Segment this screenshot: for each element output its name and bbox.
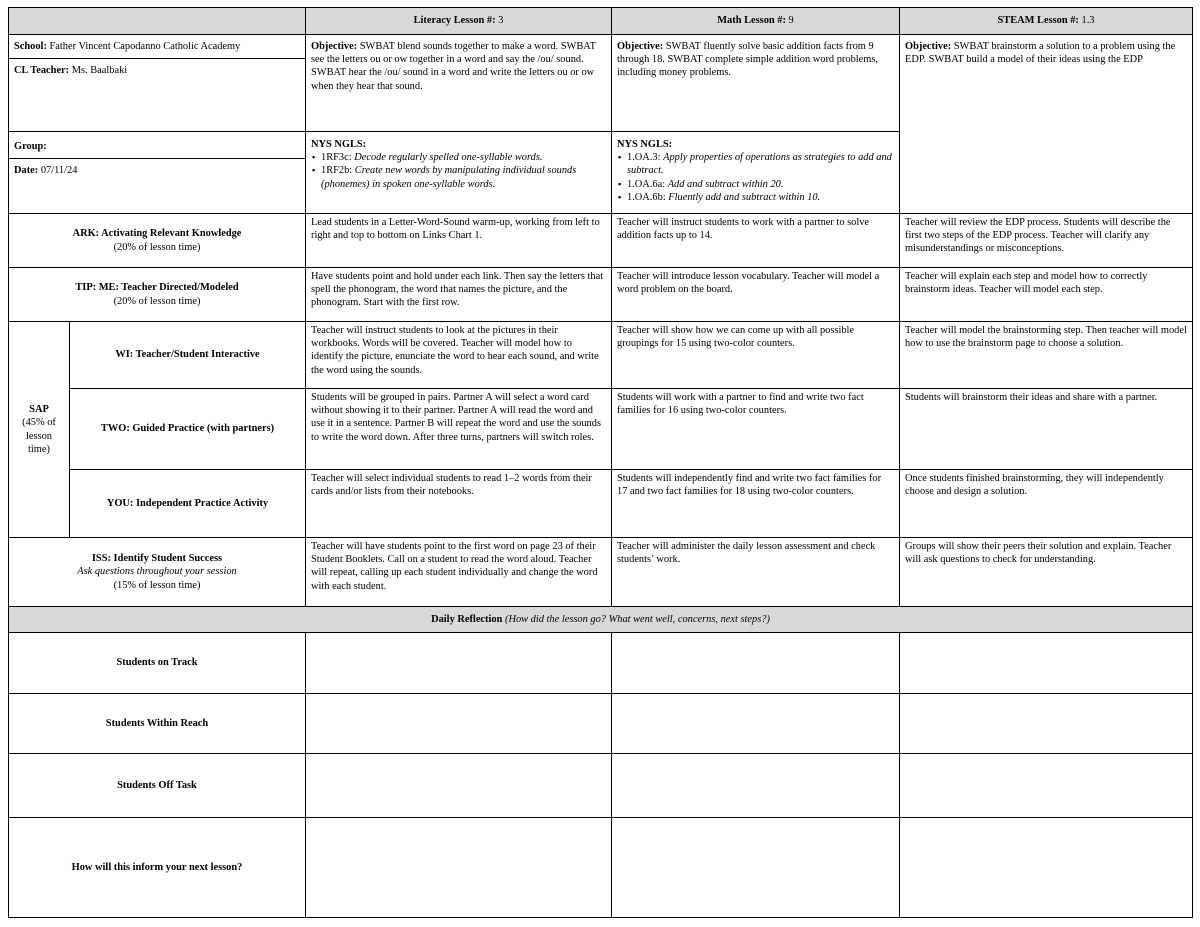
two-label: TWO: Guided Practice (with partners): [70, 389, 306, 470]
reflection-row-label: Students Within Reach: [9, 694, 306, 754]
iss-label: ISS: Identify Student Success Ask questions throughout your session (15% of lesson time): [9, 538, 306, 607]
two-math: Students will work with a partner to find and write two fact families for 16 using two-color counters.: [612, 389, 900, 470]
ngls-literacy: NYS NGLS: ▪ 1RF3c: Decode regularly spelled one-syllable words. ▪ 1RF2b: Create new words by manipulating individual sounds (phonemes) in spoken one-syllable words.: [306, 132, 612, 214]
ngls-literacy-list: [311, 151, 606, 191]
objective-steam: Objective: SWBAT brainstorm a solution to a problem using the EDP. SWBAT build a model of their ideas using the EDP: [900, 35, 1193, 214]
header-math: Math Lesson #: 9: [612, 8, 900, 35]
teacher-line: CL Teacher: Ms. Baalbaki: [9, 58, 305, 77]
reflection-row-label: Students on Track: [9, 633, 306, 694]
tip-label: TIP: ME: Teacher Directed/Modeled (20% of lesson time): [9, 268, 306, 322]
reflection-row-label: Students Off Task: [9, 754, 306, 818]
reflection-steam-cell[interactable]: [900, 633, 1193, 694]
wi-label: WI: Teacher/Student Interactive: [70, 322, 306, 389]
tip-math: Teacher will introduce lesson vocabulary. Teacher will model a word problem on the board.: [612, 268, 900, 322]
iss-steam: Groups will show their peers their solution and explain. Teacher will ask questions to check for understanding.: [900, 538, 1193, 607]
you-label: YOU: Independent Practice Activity: [70, 470, 306, 538]
reflection-literacy-cell[interactable]: [306, 818, 612, 918]
ngls-math: NYS NGLS: ▪ 1.OA.3: Apply properties of operations as strategies to add and subtract. ▪ 1.OA.6a: Add and subtract within 20. ▪ 1.OA.6b: Fluently add and subtract within 10.: [612, 132, 900, 214]
two-literacy: Students will be grouped in pairs. Partner A will select a word card without showing it to their partner. Partner A will read the word and use it in a sentence. Partner B will repeat the word and use the sounds to write the word down. After three turns, partners will switch roles.: [306, 389, 612, 470]
ngls-item: ▪ 1.OA.6b: Fluently add and subtract within 10.: [627, 191, 894, 204]
objective-math: Objective: SWBAT fluently solve basic addition facts from 9 through 18. SWBAT complete simple addition word problems, including money problems.: [612, 35, 900, 132]
reflection-math-cell[interactable]: [612, 818, 900, 918]
date-line: Date: 07/11/24: [9, 158, 305, 177]
reflection-steam-cell[interactable]: [900, 694, 1193, 754]
group-line: Group:: [14, 141, 47, 152]
iss-literacy: Teacher will have students point to the first word on page 23 of their Student Booklets. Call on a student to read the word aloud. Teacher will repeat, calling up each student individually and change the word with each student.: [306, 538, 612, 607]
tip-literacy: Have students point and hold under each link. Then say the letters that spell the phonogram, the word that names the picture, and the phonogram. Start with the first row.: [306, 268, 612, 322]
reflection-math-cell[interactable]: [612, 754, 900, 818]
ngls-item: ▪ 1RF3c: Decode regularly spelled one-syllable words.: [321, 151, 606, 164]
ark-literacy: Lead students in a Letter-Word-Sound warm-up, working from left to right and top to bottom on Links Chart 1.: [306, 214, 612, 268]
reflection-steam-cell[interactable]: [900, 818, 1193, 918]
ngls-math-list: [617, 151, 894, 204]
meta-school-teacher: [9, 35, 306, 132]
tip-steam: Teacher will explain each step and model how to correctly brainstorm ideas. Teacher will model each step.: [900, 268, 1193, 322]
meta-group-date: [9, 132, 306, 214]
school-line: School: Father Vincent Capodanno Catholic Academy: [14, 41, 241, 52]
wi-literacy: Teacher will instruct students to look at the pictures in their workbooks. Words will be covered. Teacher will model how to identify the picture, enunciate the word to hear each sound, and write the word using the sounds.: [306, 322, 612, 389]
you-literacy: Teacher will select individual students to read 1–2 words from their cards and/or lists from their notebooks.: [306, 470, 612, 538]
ngls-item: ▪ 1.OA.6a: Add and subtract within 20.: [627, 178, 894, 191]
header-literacy: Literacy Lesson #: 3: [306, 8, 612, 35]
header-steam: STEAM Lesson #: 1.3: [900, 8, 1193, 35]
reflection-math-cell[interactable]: [612, 694, 900, 754]
you-math: Students will independently find and write two fact families for 17 and two fact families for 18 using two-color counters.: [612, 470, 900, 538]
you-steam: Once students finished brainstorming, they will independently choose and design a solution.: [900, 470, 1193, 538]
header-blank-cell: [9, 8, 306, 35]
reflection-math-cell[interactable]: [612, 633, 900, 694]
reflection-row-label: How will this inform your next lesson?: [9, 818, 306, 918]
lesson-plan-table: [8, 7, 1193, 918]
reflection-literacy-cell[interactable]: [306, 754, 612, 818]
reflection-literacy-cell[interactable]: [306, 633, 612, 694]
two-steam: Students will brainstorm their ideas and share with a partner.: [900, 389, 1193, 470]
daily-reflection-header: Daily Reflection (How did the lesson go? What went well, concerns, next steps?): [9, 607, 1193, 633]
reflection-steam-cell[interactable]: [900, 754, 1193, 818]
ark-label: ARK: Activating Relevant Knowledge (20% of lesson time): [9, 214, 306, 268]
objective-literacy: Objective: SWBAT blend sounds together to make a word. SWBAT see the letters ou or ow together in a word and say the /ou/ sound. SWBAT hear the /ou/ sound in a word and write the letters ou or ow when they hear that sound.: [306, 35, 612, 132]
ngls-item: ▪ 1.OA.3: Apply properties of operations as strategies to add and subtract.: [627, 151, 894, 177]
iss-math: Teacher will administer the daily lesson assessment and check students’ work.: [612, 538, 900, 607]
ark-math: Teacher will instruct students to work with a partner to solve addition facts up to 14.: [612, 214, 900, 268]
wi-math: Teacher will show how we can come up with all possible groupings for 15 using two-color counters.: [612, 322, 900, 389]
sap-label: SAP (45% of lesson time): [9, 322, 70, 538]
ngls-item: ▪ 1RF2b: Create new words by manipulating individual sounds (phonemes) in spoken one-syllable words.: [321, 164, 606, 190]
reflection-literacy-cell[interactable]: [306, 694, 612, 754]
wi-steam: Teacher will model the brainstorming step. Then teacher will model how to use the brainstorm page to choose a solution.: [900, 322, 1193, 389]
ark-steam: Teacher will review the EDP process. Students will describe the first two steps of the EDP process. Teacher will clarify any misunderstandings or misconceptions.: [900, 214, 1193, 268]
